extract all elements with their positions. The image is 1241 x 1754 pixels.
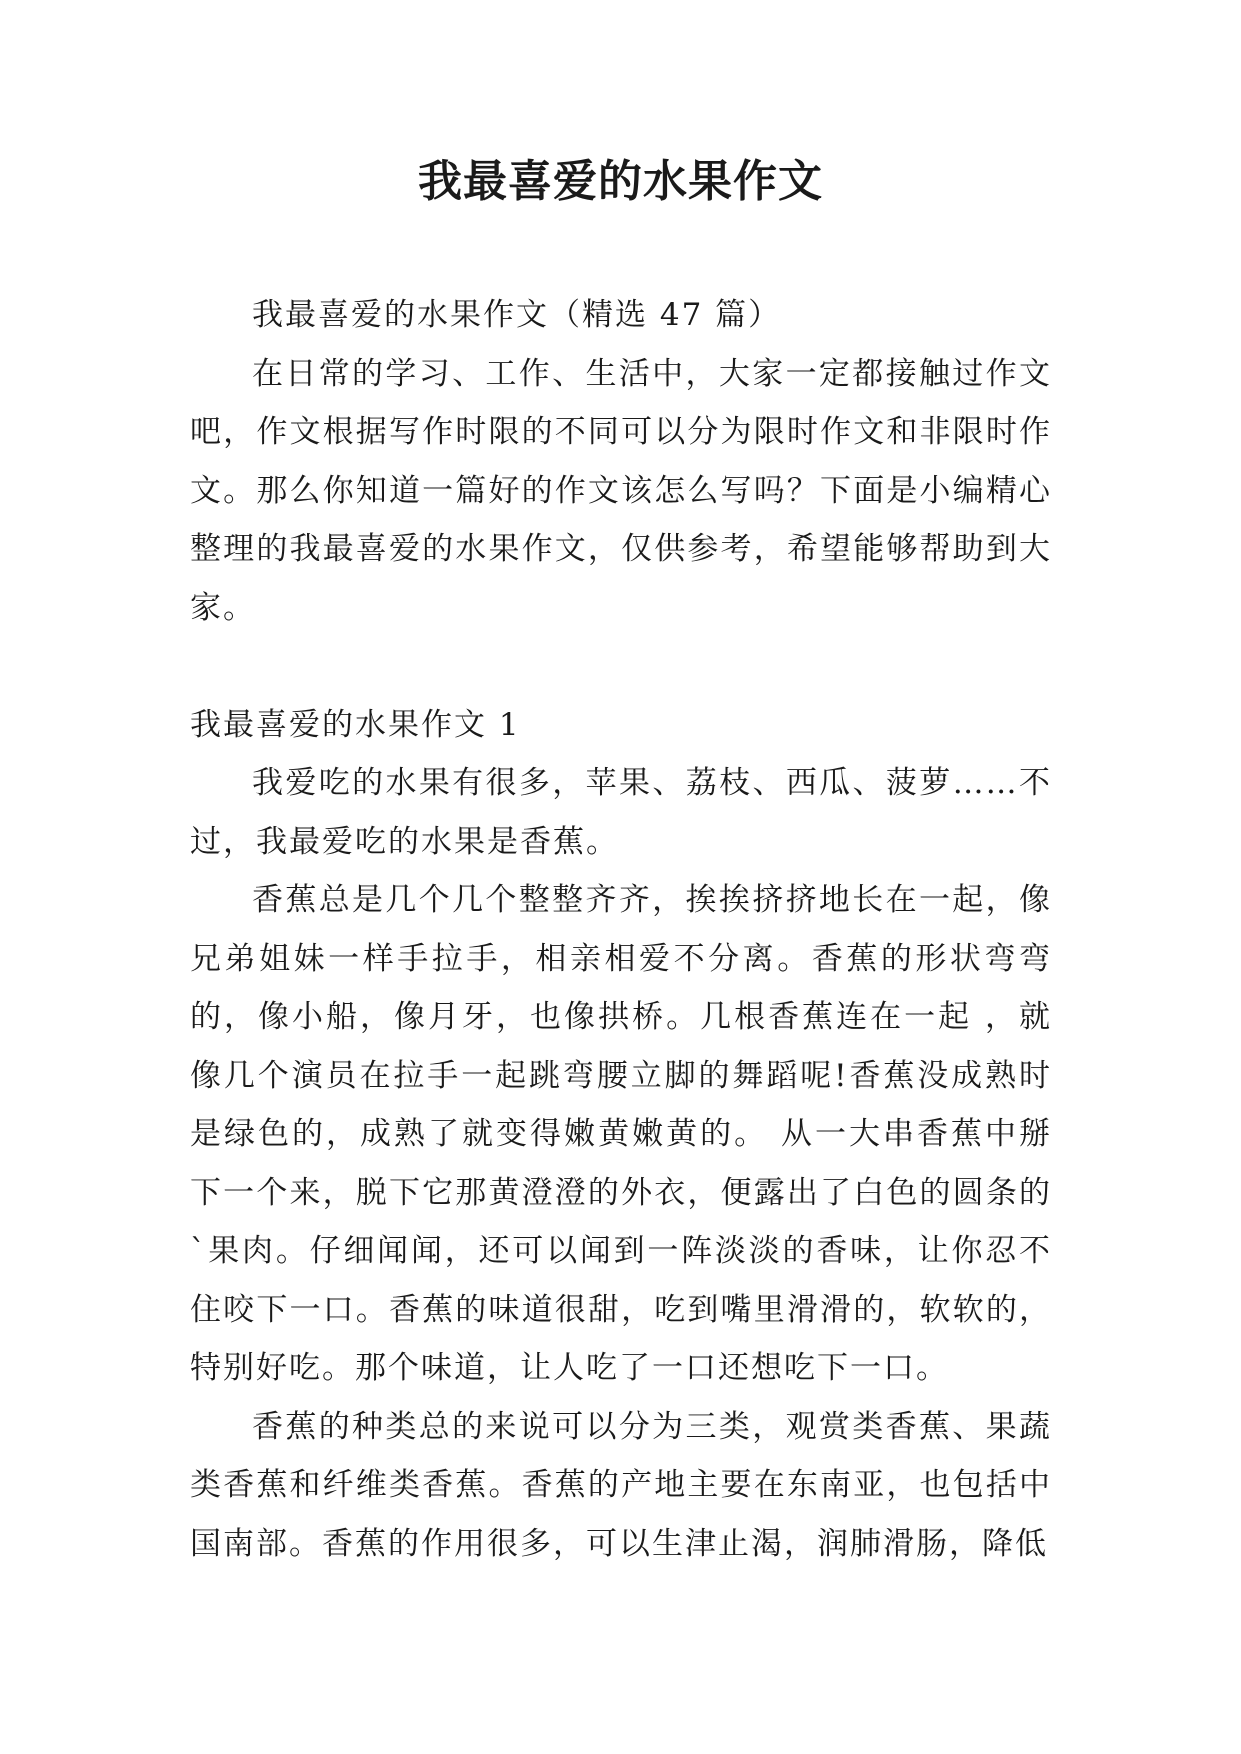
section-heading: 我最喜爱的水果作文 1 (190, 706, 521, 743)
document-body (190, 286, 1052, 1573)
paragraph-1: 我爱吃的水果有很多，苹果、荔枝、西瓜、菠萝……不过，我最爱吃的水果是香蕉。 (190, 765, 1052, 860)
section-spacer (190, 637, 1052, 696)
document-subtitle: 我最喜爱的水果作文（精选 47 篇） (252, 297, 782, 333)
paragraph-2: 香蕉总是几个几个整整齐齐，挨挨挤挤地长在一起，像兄弟姐妹一样手拉手，相亲相爱不分离。香蕉的形状弯弯的，像小船，像月牙，也像拱桥。几根香蕉连在一起 ，就像几个演员在拉手一起跳弯腰立脚的舞蹈呢!香蕉没成熟时是绿色的，成熟了就变得嫩黄嫩黄的。 从一大串香蕉中掰下一个来，脱下它那黄澄澄的外衣，便露出了白色的圆条的`果肉。仔细闻闻，还可以闻到一阵淡淡的香味，让你忍不住咬下一口。香蕉的味道很甜，吃到嘴里滑滑的，软软的，特别好吃。那个味道，让人吃了一口还想吃下一口。 (190, 882, 1052, 1386)
paragraph-3: 香蕉的种类总的来说可以分为三类，观赏类香蕉、果蔬类香蕉和纤维类香蕉。香蕉的产地主要在东南亚，也包括中国南部。香蕉的作用很多，可以生津止渴，润肺滑肠，降低 (190, 1408, 1052, 1562)
intro-paragraph: 在日常的学习、工作、生活中，大家一定都接触过作文吧，作文根据写作时限的不同可以分为限时作文和非限时作文。那么你知道一篇好的作文该怎么写吗？下面是小编精心整理的我最喜爱的水果作文，仅供参考，希望能够帮助到大家。 (190, 355, 1052, 626)
document-title: 我最喜爱的水果作文 (418, 156, 823, 207)
